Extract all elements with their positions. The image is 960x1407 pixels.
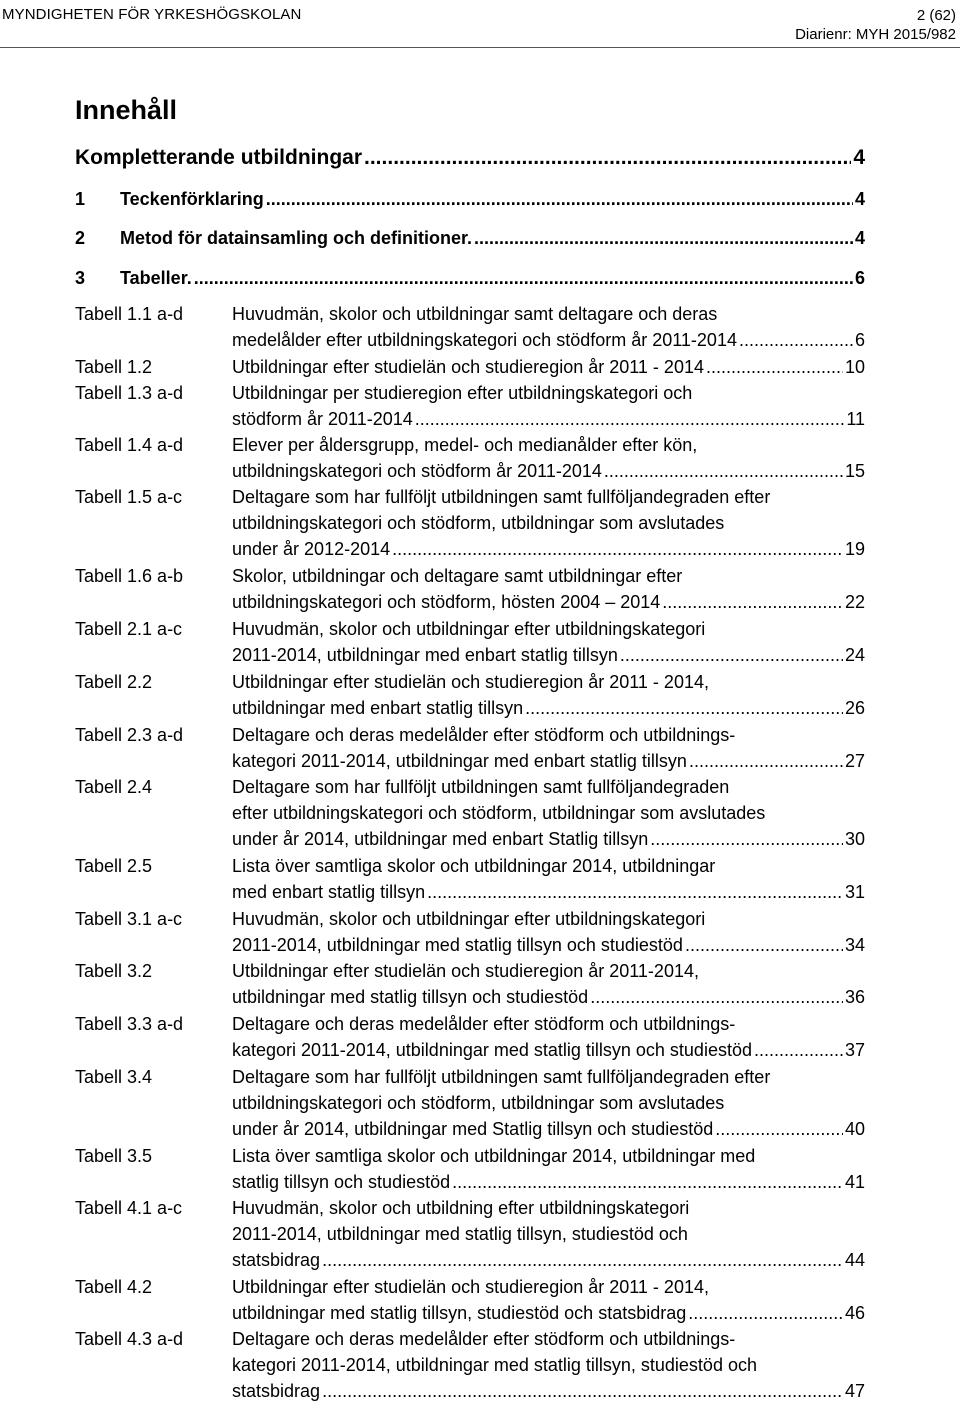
toc-page-number: 40 [844,1119,865,1139]
toc-page-number: 37 [844,1040,865,1060]
toc-entry-title: 2011-2014, utbildningar med statlig tillsyn och studiestöd [232,935,683,955]
dot-leader [322,1247,843,1273]
dot-leader [194,265,853,291]
toc-entry-last-line [232,458,865,484]
toc-entry-last-line [232,1247,865,1273]
toc-entry-text-line: Huvudmän, skolor och utbildningar efter utbildningskategori [232,909,706,929]
toc-entry-label: Tabell 1.5 a-c [75,487,183,507]
toc-entry-last-line [232,1300,865,1326]
toc-entry-text-line: Deltagare som har fullföljt utbildningen samt fullföljandegraden efter [232,487,771,507]
toc-page-number: 44 [844,1250,865,1270]
toc-entry-last-line [232,1116,865,1142]
toc-entry-last-line [232,327,865,353]
toc-entry-last-line [120,186,865,212]
dot-leader [392,536,843,562]
toc-entry-text-line: Deltagare och deras medelålder efter stödform och utbildnings- [232,1329,736,1349]
toc-entry-body [75,145,865,171]
toc-page-number: 22 [844,592,865,612]
toc-entry-text-line: Deltagare som har fullföljt utbildningen samt fullföljandegraden efter [232,1067,771,1087]
toc-page-number: 47 [844,1381,865,1401]
dot-leader [620,642,843,668]
toc-entry-last-line [232,748,865,774]
toc-entry-last-line [75,145,865,171]
toc-page-number: 4 [853,146,865,169]
toc-entry-text-line: Lista över samtliga skolor och utbildningar 2014, utbildningar med [232,1146,756,1166]
toc-entry-title: stödform år 2011-2014 [232,409,413,429]
toc-entry-last-line [120,265,865,291]
toc-entry-title: Kompletterande utbildningar [75,146,363,169]
dot-leader [604,458,843,484]
toc-entry-text-line: Utbildningar efter studielän och studieregion år 2011 - 2014, [232,1277,709,1297]
dot-leader [688,1300,843,1326]
dot-leader [427,879,843,905]
toc-entry-last-line [232,695,865,721]
toc-entry-last-line [232,1378,865,1404]
toc-entry-title: utbildningar med enbart statlig tillsyn [232,698,524,718]
toc-page-number: 10 [844,357,865,377]
toc-entry-title: 2011-2014, utbildningar med enbart statlig tillsyn [232,645,618,665]
toc-page-number: 41 [844,1172,865,1192]
toc-entry-body [232,1064,865,1142]
dot-leader [364,145,851,171]
toc-page-number: 46 [844,1303,865,1323]
dot-leader [415,406,845,432]
dot-leader [662,589,843,615]
toc-page-number: 6 [854,330,865,350]
toc-entry-title: medelålder efter utbildningskategori och stödform år 2011-2014 [232,330,737,350]
toc-entry-body [232,354,865,380]
toc-entry-label: Tabell 4.1 a-c [75,1198,183,1218]
toc-entry-title: under år 2014, utbildningar med Statlig tillsyn och studiestöd [232,1119,714,1139]
toc-entry-label: Tabell 2.2 [75,672,153,692]
toc-entry-body [232,563,865,615]
toc-page-number: 34 [844,935,865,955]
toc-entry-last-line [232,984,865,1010]
toc-entry-text-line: Lista över samtliga skolor och utbildningar 2014, utbildningar [232,856,716,876]
dot-leader [685,932,843,958]
toc-entry-title: statsbidrag [232,1381,321,1401]
toc-entry-body [232,722,865,774]
toc-entry-label: 2 [75,228,86,248]
toc-entry-label: 1 [75,189,86,209]
toc-entry-title: utbildningskategori och stödform, hösten 2004 – 2014 [232,592,661,612]
toc-entry-title: med enbart statlig tillsyn [232,882,426,902]
toc-page-number: 36 [844,987,865,1007]
toc-entry-last-line [120,225,865,251]
toc-entry-text-line: Deltagare och deras medelålder efter stödform och utbildnings- [232,725,736,745]
toc-entry-title: kategori 2011-2014, utbildningar med enbart statlig tillsyn [232,751,687,771]
toc-entry-last-line [232,536,865,562]
toc-entry-body [232,958,865,1010]
toc-entry-text-line: Elever per åldersgrupp, medel- och medianålder efter kön, [232,435,698,455]
toc-entry-title: utbildningskategori och stödform år 2011-2014 [232,461,602,481]
toc-page-number: 4 [854,228,865,248]
toc-entry-body [232,432,865,484]
toc-entry-title: statlig tillsyn och studiestöd [232,1172,451,1192]
dot-leader [322,1378,843,1404]
toc-entry-last-line [232,1169,865,1195]
toc-entry-last-line [232,589,865,615]
toc-page-number: 27 [844,751,865,771]
toc-page-number: 15 [844,461,865,481]
toc-entry-body [232,1195,865,1273]
toc-entry-body [232,616,865,668]
toc-page-number: 31 [844,882,865,902]
toc-entry-label: Tabell 1.1 a-d [75,304,184,324]
toc-entry-body [232,774,865,852]
toc-page-number: 6 [854,268,865,288]
toc-entry-text-line: utbildningskategori och stödform, utbildningar som avslutades [232,513,725,533]
toc-entry-text-line: 2011-2014, utbildningar med statlig tillsyn, studiestöd och [232,1224,688,1244]
toc-page-number: 19 [844,539,865,559]
toc-entry-body [232,1143,865,1195]
toc-entry-text-line: efter utbildningskategori och stödform, utbildningar som avslutades [232,803,766,823]
toc-entry-label: Tabell 4.2 [75,1277,153,1297]
toc-entry-label: Tabell 1.2 [75,357,153,377]
toc-page-number: 11 [846,409,865,429]
toc-entry-text-line: Deltagare och deras medelålder efter stödform och utbildnings- [232,1014,736,1034]
toc-entry-title: utbildningar med statlig tillsyn och studiestöd [232,987,589,1007]
toc-entry-label: Tabell 3.4 [75,1067,153,1087]
page-title: Innehåll [75,95,178,125]
toc-entry-body [120,225,865,251]
dot-leader [715,1116,843,1142]
toc-entry-title: utbildningar med statlig tillsyn, studiestöd och statsbidrag [232,1303,687,1323]
toc-entry-body [232,380,865,432]
toc-page-number: 24 [844,645,865,665]
toc-entry-last-line [232,354,865,380]
toc-page-number: 4 [854,189,865,209]
toc-entry-last-line [232,932,865,958]
toc-entry-title: under år 2014, utbildningar med enbart Statlig tillsyn [232,829,649,849]
toc-entry-title: statsbidrag [232,1250,321,1270]
toc-entry-label: Tabell 3.5 [75,1146,153,1166]
toc-entry-body [232,1274,865,1326]
toc-entry-last-line [232,642,865,668]
diarienr: Diarienr: MYH 2015/982 [795,26,956,43]
toc-entry-body [232,1011,865,1063]
toc-entry-text-line: Huvudmän, skolor och utbildningar efter utbildningskategori [232,619,706,639]
toc-entry-text-line: Huvudmän, skolor och utbildningar samt deltagare och deras [232,304,718,324]
toc-entry-label: Tabell 2.5 [75,856,153,876]
header-divider [0,47,960,48]
toc-entry-label: Tabell 2.3 a-d [75,725,184,745]
toc-entry-body [232,906,865,958]
toc-entry-body [120,186,865,212]
dot-leader [689,748,843,774]
toc-entry-label: Tabell 3.3 a-d [75,1014,184,1034]
toc-entry-body [232,484,865,562]
toc-entry-body [120,265,865,291]
toc-entry-label: Tabell 1.3 a-d [75,383,184,403]
dot-leader [525,695,843,721]
toc-entry-title: kategori 2011-2014, utbildningar med statlig tillsyn och studiestöd [232,1040,752,1060]
toc-entry-label: Tabell 3.2 [75,961,153,981]
toc-entry-title: Metod för datainsamling och definitioner. [120,228,473,248]
toc-entry-label: Tabell 2.1 a-c [75,619,183,639]
dot-leader [754,1037,843,1063]
toc-entry-body [232,853,865,905]
toc-entry-label: Tabell 1.4 a-d [75,435,184,455]
dot-leader [452,1169,843,1195]
toc-entry-text-line: Utbildningar per studieregion efter utbildningskategori och [232,383,693,403]
toc-entry-text-line: utbildningskategori och stödform, utbildningar som avslutades [232,1093,725,1113]
page-meta [795,6,956,44]
toc-entry-body [232,1326,865,1404]
agency-name: MYNDIGHETEN FÖR YRKESHÖGSKOLAN [2,6,302,23]
page-number: 2 (62) [916,7,956,24]
toc-entry-text-line: Utbildningar efter studielän och studieregion år 2011-2014, [232,961,699,981]
toc-page-number: 30 [844,829,865,849]
toc-entry-title: Teckenförklaring [120,189,264,209]
dot-leader [650,826,843,852]
toc-entry-text-line: Utbildningar efter studielän och studieregion år 2011 - 2014, [232,672,709,692]
toc-entry-title: under år 2012-2014 [232,539,391,559]
toc-entry-text-line: Skolor, utbildningar och deltagare samt utbildningar efter [232,566,683,586]
toc-page-number: 26 [844,698,865,718]
dot-leader [266,186,853,212]
toc-entry-text-line: kategori 2011-2014, utbildningar med statlig tillsyn, studiestöd och [232,1355,757,1375]
toc-entry-label: Tabell 4.3 a-d [75,1329,184,1349]
toc-entry-title: Tabeller. [120,268,192,288]
toc-entry-label: Tabell 2.4 [75,777,153,797]
toc-entry-text-line: Huvudmän, skolor och utbildning efter utbildningskategori [232,1198,690,1218]
toc-entry-label: Tabell 3.1 a-c [75,909,183,929]
toc-entry-body [232,669,865,721]
toc-entry-last-line [232,826,865,852]
toc-entry-label: Tabell 1.6 a-b [75,566,184,586]
toc-entry-text-line: Deltagare som har fullföljt utbildningen samt fullföljandegraden [232,777,730,797]
dot-leader [590,984,843,1010]
toc-entry-body [232,301,865,353]
toc-entry-last-line [232,879,865,905]
dot-leader [474,225,853,251]
dot-leader [706,354,843,380]
toc-entry-last-line [232,1037,865,1063]
toc-entry-title: Utbildningar efter studielän och studieregion år 2011 - 2014 [232,357,704,377]
toc-entry-last-line [232,406,865,432]
toc-entry-label: 3 [75,268,86,288]
dot-leader [739,327,853,353]
